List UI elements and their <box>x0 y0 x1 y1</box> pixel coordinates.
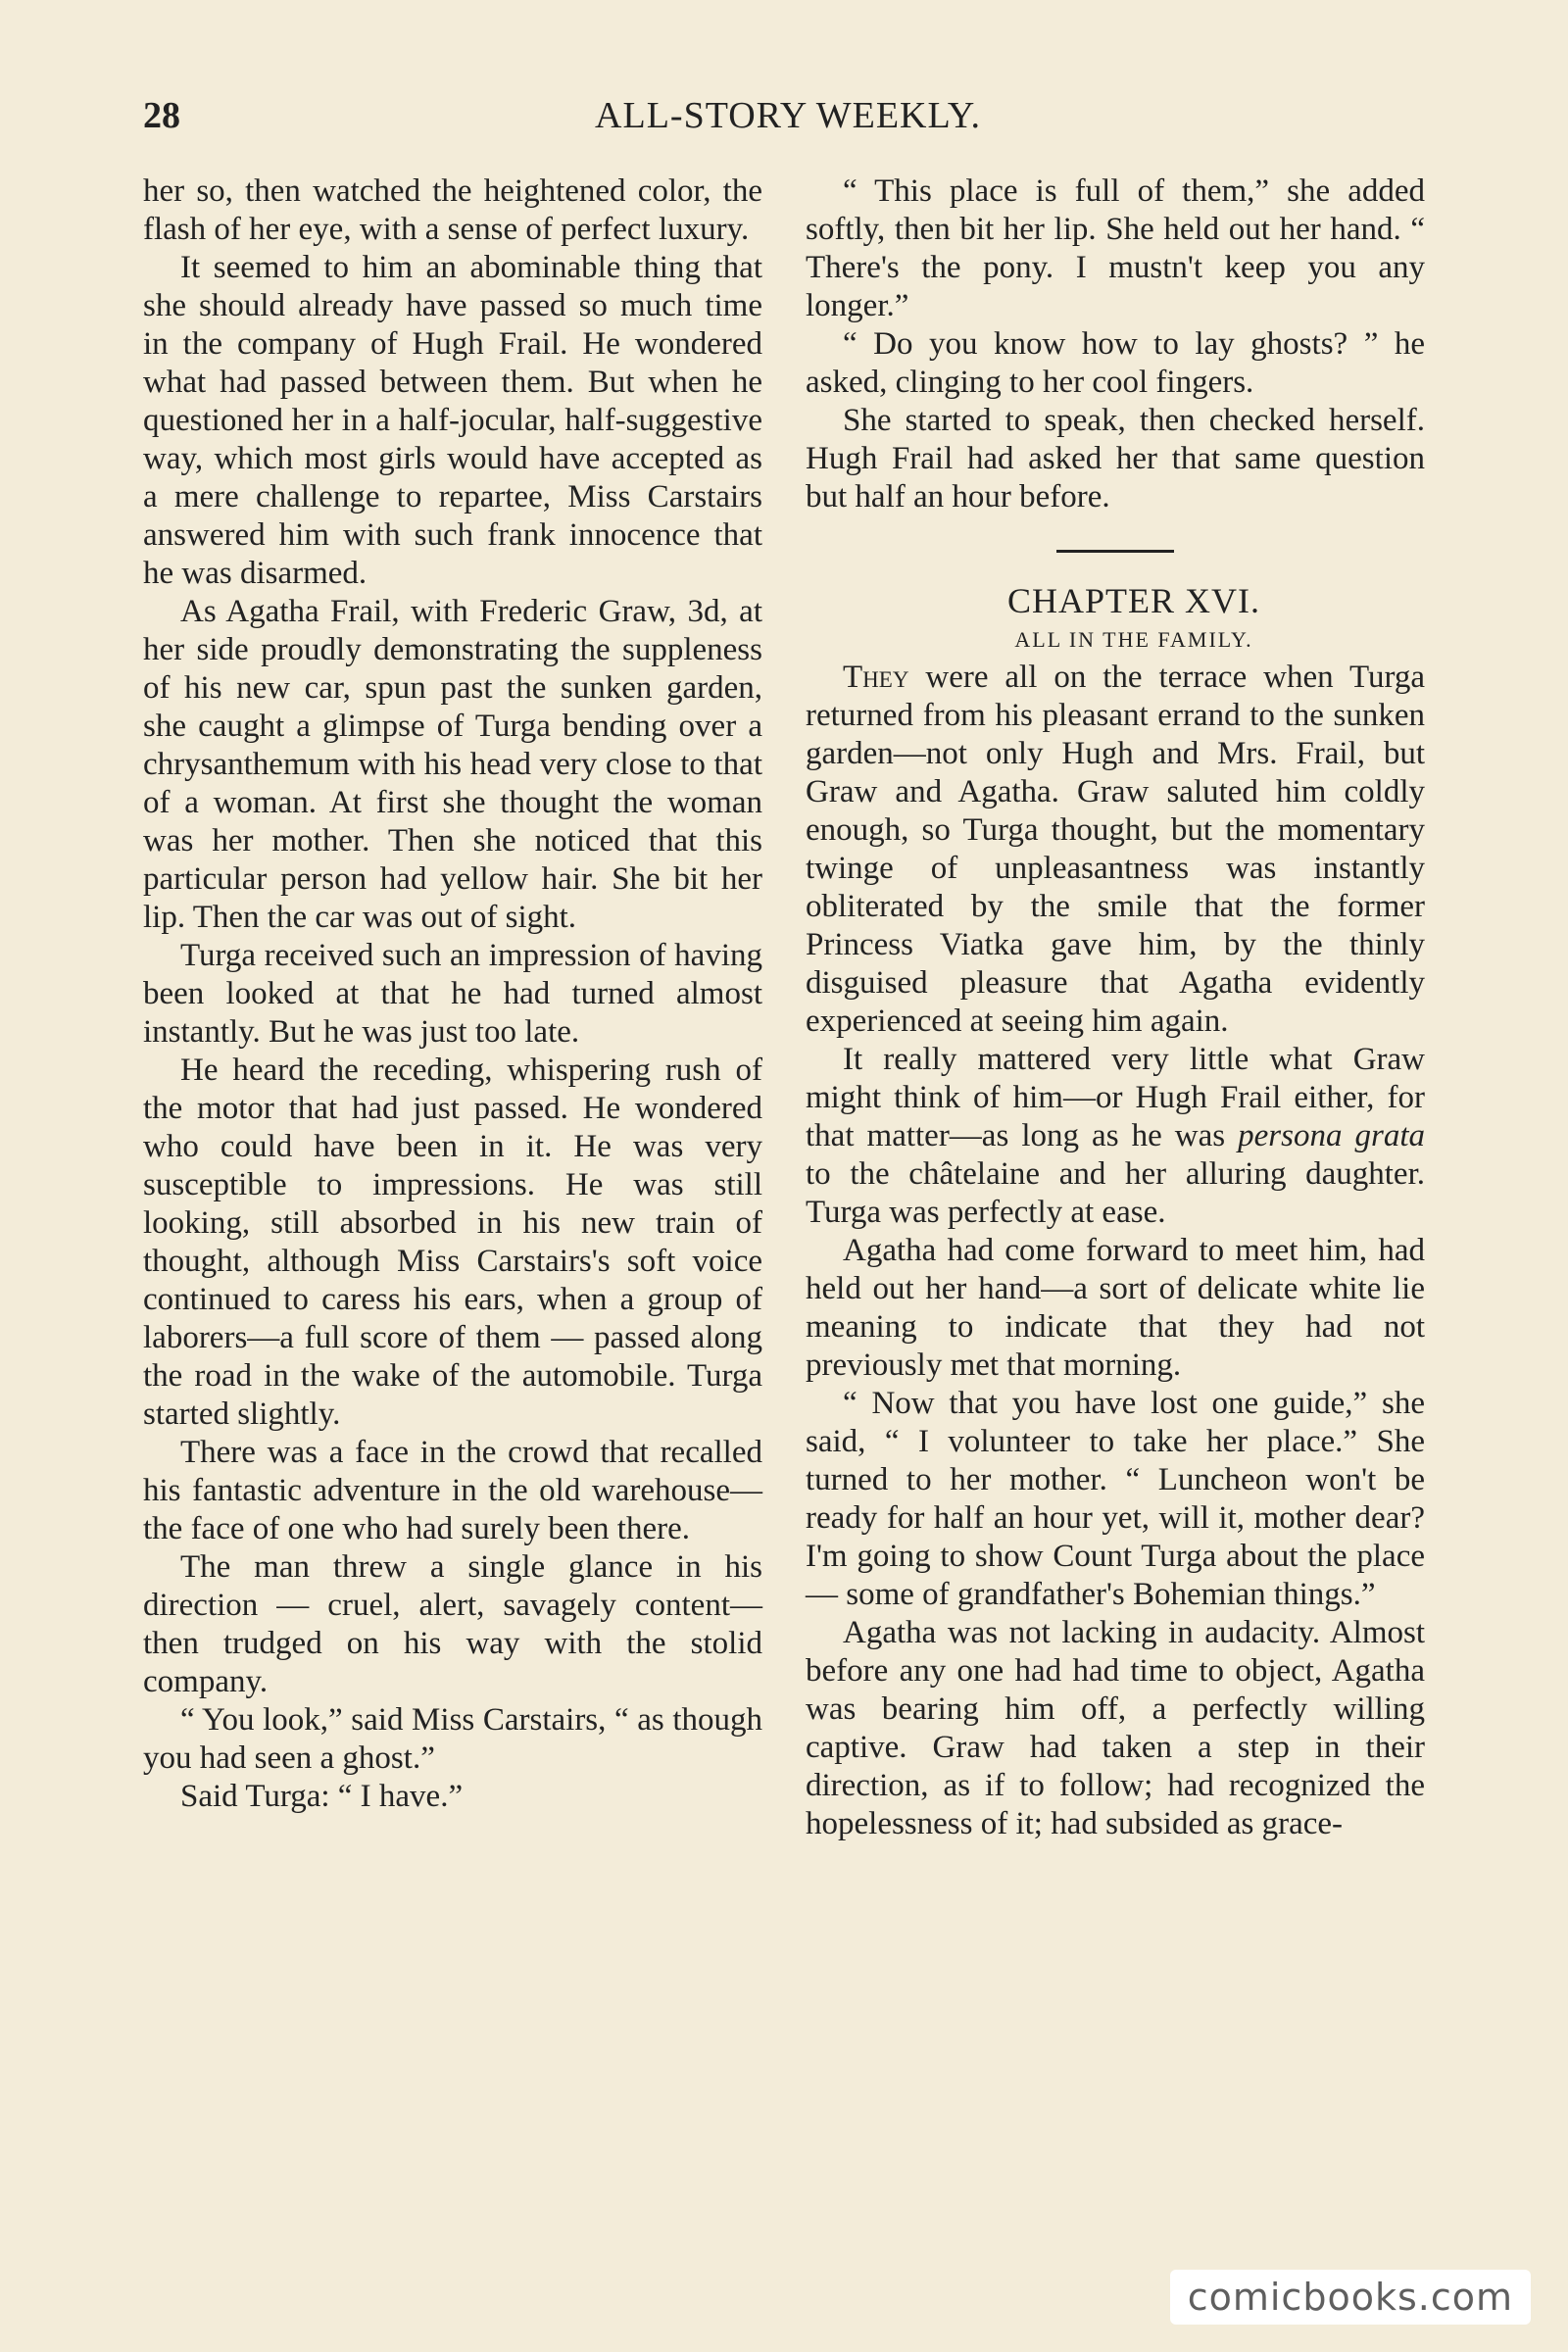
paragraph: The man threw a single glance in his direction — cruel, alert, savagely content—then trudged on his way with the stolid company. <box>143 1549 762 1699</box>
watermark: comicbooks.com <box>1170 2270 1531 2325</box>
paragraph: As Agatha Frail, with Frederic Graw, 3d, at her side proudly demonstrating the suppleness of his new car, spun past the sunken garden, she caught a glimpse of Turga bending over a chrysanthemum with his head very close to that of a woman. At first she thought the woman was her mother. Then she noticed that this particular person had yellow hair. She bit her lip. Then the car was out of sight. <box>143 594 762 935</box>
right-column <box>806 172 1425 1843</box>
chapter-subtitle: ALL IN THE FAMILY. <box>1014 627 1253 652</box>
paragraph: “ You look,” said Miss Carstairs, “ as though you had seen a ghost.” <box>143 1702 762 1776</box>
running-title: ALL-STORY WEEKLY. <box>595 95 981 136</box>
paragraph <box>806 659 1425 1041</box>
page-header <box>143 94 1433 153</box>
paragraph: “ Now that you have lost one guide,” she said, “ I volunteer to take her place.” She turned to her mother. “ Luncheon won't be ready for half an hour yet, will it, mother dear? I'm going to show Count Turga about the place — some of grandfather's Bohemian things.” <box>806 1386 1425 1612</box>
left-column <box>143 172 762 1816</box>
paragraph: Agatha was not lacking in audacity. Almost before any one had had time to object, Agatha was bearing him off, a perfectly willing captive. Graw had taken a step in their direction, as if to follow; had recognized the hopelessness of it; had subsided as grace- <box>806 1615 1425 1841</box>
section-divider <box>1056 550 1174 553</box>
paragraph-text: It really mattered very little what Graw might think of him—or Hugh Frail either, for that matter—as long as he was <box>806 1042 1425 1153</box>
paragraph: her so, then watched the heightened color, the flash of her eye, with a sense of perfect luxury. <box>143 173 762 247</box>
paragraph: Said Turga: “ I have.” <box>180 1779 464 1814</box>
paragraph: Agatha had come forward to meet him, had held out her hand—a sort of delicate white lie meaning to indicate that they had not previously met that morning. <box>806 1233 1425 1383</box>
paragraph <box>806 1041 1425 1232</box>
paragraph: “ Do you know how to lay ghosts? ” he asked, clinging to her cool fingers. <box>806 326 1425 400</box>
page-number: 28 <box>143 95 180 136</box>
paragraph: Turga received such an impression of having been looked at that he had turned almost instantly. But he was just too late. <box>143 938 762 1050</box>
paragraph-text: to the châtelaine and her alluring daughter. Turga was perfectly at ease. <box>806 1156 1425 1230</box>
paragraph: There was a face in the crowd that recalled his fantastic adventure in the old warehouse—the face of one who had surely been there. <box>143 1435 762 1546</box>
chapter-title: CHAPTER XVI. <box>1006 581 1260 620</box>
drop-word: They <box>843 660 909 695</box>
paragraph-text: were all on the terrace when Turga returned from his pleasant errand to the sunken garden—not only Hugh and Mrs. Frail, but Graw and Agatha. Graw saluted him coldly enough, so Turga thought, but the momentary twinge of unpleasantness was instantly obliterated by the smile that the former Princess Viatka gave him, by the thinly disguised pleasure that Agatha evidently experienced at seeing him again. <box>806 660 1425 1039</box>
paragraph: It seemed to him an abominable thing that she should already have passed so much time in the company of Hugh Frail. He wondered what had passed between them. But when he questioned her in a half-jocular, half-suggestive way, which most girls would have accepted as a mere challenge to repartee, Miss Carstairs answered him with such frank innocence that he was disarmed. <box>143 250 762 591</box>
paragraph: She started to speak, then checked herself. Hugh Frail had asked her that same question but half an hour before. <box>806 403 1425 514</box>
paragraph: “ This place is full of them,” she added softly, then bit her lip. She held out her hand. “ There's the pony. I mustn't keep you any longer.” <box>806 173 1425 323</box>
paragraph: He heard the receding, whispering rush of the motor that had just passed. He wondered who could have been in it. He was very susceptible to impressions. He was still looking, still absorbed in his new train of thought, although Miss Carstairs's soft voice continued to caress his ears, when a group of laborers—a full score of them — passed along the road in the wake of the automobile. Turga started slightly. <box>143 1053 762 1432</box>
italic-phrase: persona grata <box>1238 1118 1426 1153</box>
